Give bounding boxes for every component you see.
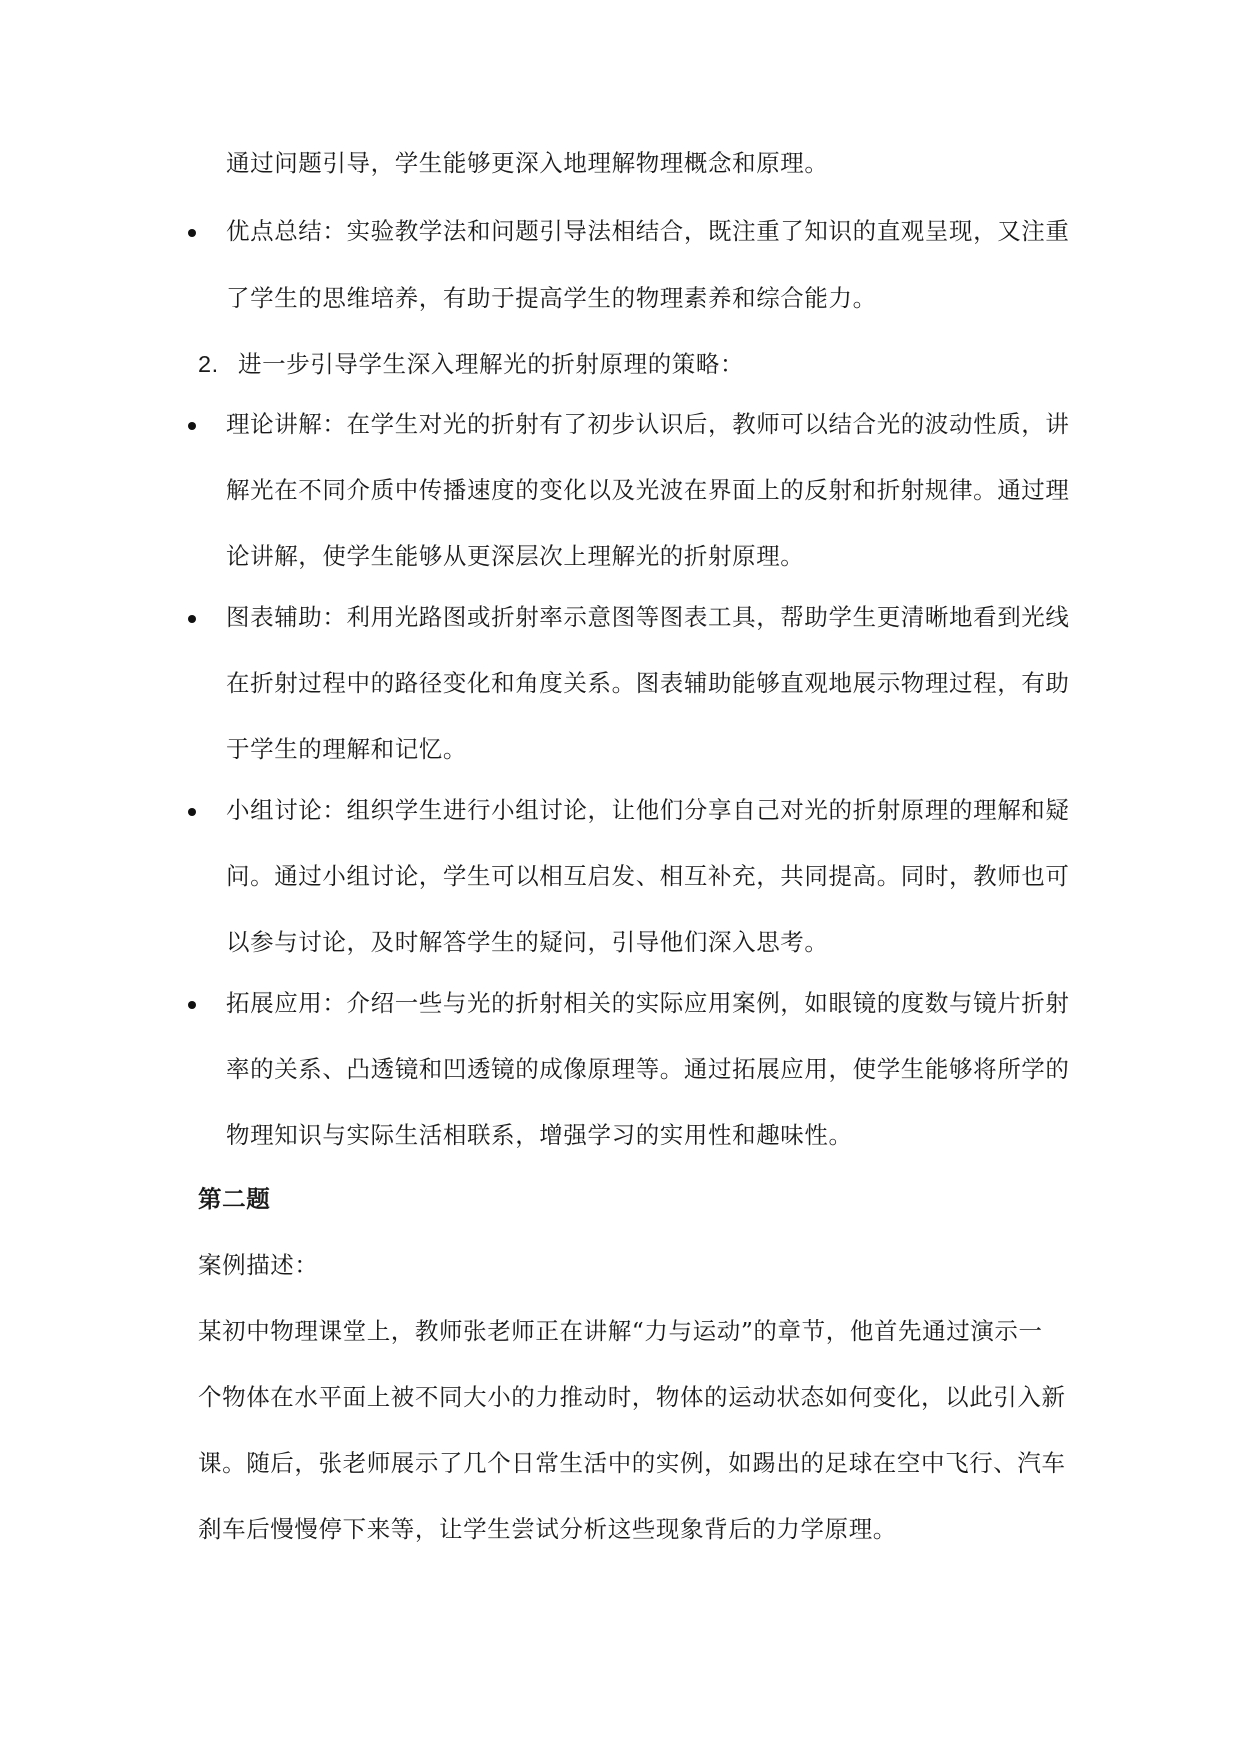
bullet-line: 论讲解，使学生能够从更深层次上理解光的折射原理。 <box>226 542 805 570</box>
case-label: 案例描述： <box>198 1251 319 1279</box>
paragraph-line: 某初中物理课堂上，教师张老师正在讲解“力与运动”的章节，他首先通过演示一 <box>198 1317 1043 1345</box>
bullet-dot <box>188 1001 196 1009</box>
bullet-dot <box>188 229 196 237</box>
bullet-line: 理论讲解：在学生对光的折射有了初步认识后，教师可以结合光的波动性质，讲 <box>226 410 1070 438</box>
numbered-heading: 进一步引导学生深入理解光的折射原理的策略： <box>238 350 745 378</box>
bullet-line: 小组讨论：组织学生进行小组讨论，让他们分享自己对光的折射原理的理解和疑 <box>226 796 1070 824</box>
continuation-text: 通过问题引导，学生能够更深入地理解物理概念和原理。 <box>226 149 829 177</box>
paragraph-line: 刹车后慢慢停下来等，让学生尝试分析这些现象背后的力学原理。 <box>198 1515 897 1543</box>
bullet-line: 以参与讨论，及时解答学生的疑问，引导他们深入思考。 <box>226 928 829 956</box>
paragraph-line: 课。随后，张老师展示了几个日常生活中的实例，如踢出的足球在空中飞行、汽车 <box>198 1449 1066 1477</box>
bullet-line: 于学生的理解和记忆。 <box>226 735 467 763</box>
bullet-line: 拓展应用：介绍一些与光的折射相关的实际应用案例，如眼镜的度数与镜片折射 <box>226 989 1070 1017</box>
list-number: 2. <box>198 351 219 377</box>
bullet-line: 在折射过程中的路径变化和角度关系。图表辅助能够直观地展示物理过程，有助 <box>226 669 1070 697</box>
bullet-line: 物理知识与实际生活相联系，增强学习的实用性和趣味性。 <box>226 1121 853 1149</box>
bullet-dot <box>188 422 196 430</box>
bullet-dot <box>188 808 196 816</box>
bullet-dot <box>188 615 196 623</box>
summary-line: 优点总结：实验教学法和问题引导法相结合，既注重了知识的直观呈现，又注重 <box>226 217 1070 245</box>
section-heading: 第二题 <box>198 1185 271 1213</box>
bullet-line: 解光在不同介质中传播速度的变化以及光波在界面上的反射和折射规律。通过理 <box>226 476 1070 504</box>
bullet-line: 问。通过小组讨论，学生可以相互启发、相互补充，共同提高。同时，教师也可 <box>226 862 1070 890</box>
bullet-line: 图表辅助：利用光路图或折射率示意图等图表工具，帮助学生更清晰地看到光线 <box>226 603 1070 631</box>
paragraph-line: 个物体在水平面上被不同大小的力推动时，物体的运动状态如何变化，以此引入新 <box>198 1383 1066 1411</box>
bullet-line: 率的关系、凸透镜和凹透镜的成像原理等。通过拓展应用，使学生能够将所学的 <box>226 1055 1070 1083</box>
summary-line: 了学生的思维培养，有助于提高学生的物理素养和综合能力。 <box>226 284 877 312</box>
